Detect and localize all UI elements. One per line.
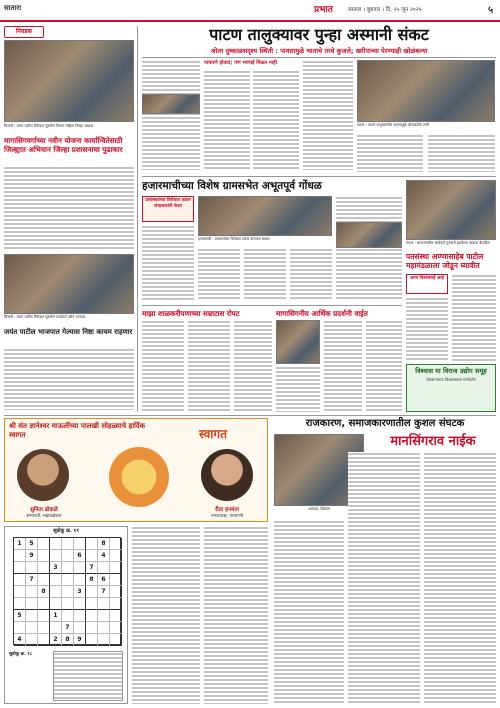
- sudoku-cell: [50, 550, 62, 562]
- sudoku-cell: [26, 586, 38, 598]
- sudoku-cell: [38, 622, 50, 634]
- mid-rule: [142, 305, 402, 306]
- sudoku-cell: [86, 634, 98, 646]
- right-mid-box: [406, 274, 448, 294]
- sudoku-cell: [38, 610, 50, 622]
- sudoku-cell: [86, 598, 98, 610]
- vishwas-ad-title: विश्वास या विराज उद्योग समूह: [415, 367, 487, 375]
- sudoku-cell: [86, 538, 98, 550]
- sudoku-cell: 3: [50, 562, 62, 574]
- politician-role: आमदार, शिराळा: [308, 507, 330, 511]
- top-col-1: [142, 60, 200, 170]
- left-section-tag: [4, 26, 44, 38]
- sudoku-cell: [110, 634, 122, 646]
- sudoku-cell: [98, 562, 110, 574]
- sudoku-cell: [14, 598, 26, 610]
- sudoku-cell: [86, 550, 98, 562]
- sudoku-cell: 7: [26, 574, 38, 586]
- sudoku-cell: [50, 586, 62, 598]
- person1-title: सभापती, महाबळेश्वर: [26, 514, 62, 519]
- center-col-head: पाचवणे होतात; पण भरपाई मिळत नाही: [204, 60, 277, 66]
- sudoku-cell: 7: [62, 622, 74, 634]
- sudoku-answer-grid: [53, 651, 123, 701]
- mid-low-col-3: [234, 320, 272, 412]
- hajarmachi-rule: [142, 176, 496, 177]
- sudoku-cell: [110, 538, 122, 550]
- sudoku-cell: [14, 550, 26, 562]
- mid-ad-head: मागासिगनीय आर्थिक प्रदर्शनी वाईत: [276, 309, 368, 318]
- left-headline-2: जयंत पाटील भाजपात गेल्यास निष्ठा कायम राहणार: [4, 328, 133, 336]
- right-mid-photo: [406, 180, 496, 240]
- sudoku-cell: [38, 562, 50, 574]
- person2-photo: [201, 449, 253, 501]
- sudoku-cell: [86, 586, 98, 598]
- sudoku-cell: [26, 634, 38, 646]
- lower-col-5: [424, 452, 496, 704]
- sudoku-cell: [110, 562, 122, 574]
- sudoku-cell: 8: [86, 574, 98, 586]
- mid-ad-col-0: [276, 366, 320, 412]
- right-mid-col-1: [406, 297, 448, 361]
- sudoku-cell: [38, 550, 50, 562]
- left-headline: मागासिगवर्गाच्या नवीन योजना कार्यान्वितेसाठी जिल्ह्यात अभियान जिल्हा प्रशासनाचा पुढाकार: [4, 136, 123, 154]
- hajarmachi-head: हजारमाचीच्या विशेष ग्रामसभेत अभूतपूर्व गोंधळ: [142, 180, 322, 192]
- person1-name: सुनिता ढोकळे: [30, 507, 58, 513]
- sudoku-cell: [74, 622, 86, 634]
- left-body-2: [4, 348, 134, 410]
- saint-illustration: [109, 447, 169, 507]
- sudoku-cell: [50, 598, 62, 610]
- sudoku-cell: [26, 562, 38, 574]
- hajarmachi-col-1: [142, 225, 194, 301]
- person2-title: नगराध्यक्ष, पाचगणी: [211, 514, 243, 519]
- sudoku-cell: 1: [14, 538, 26, 550]
- sudoku-cell: 9: [74, 634, 86, 646]
- masthead: [0, 0, 500, 22]
- bottom-left-head: माझा शाळकरीपणाच्या सम्राटास रोपट: [142, 309, 240, 318]
- left-photo-caption: चिंचणी : जयंत पाटील विरोधात घुसलेले विभाग महिला जिल्हा अध्यक्ष: [4, 124, 93, 128]
- sudoku-cell: [110, 622, 122, 634]
- top-col-6: [428, 134, 495, 172]
- hajarmachi-box-text: प्रशासकांच्या विरोधात तक्रार संचालकांनी केला: [145, 198, 191, 209]
- right-mid-col-2: [452, 274, 496, 361]
- sudoku-cell: 3: [74, 586, 86, 598]
- hajarmachi-col-4: [290, 248, 332, 301]
- sudoku-cell: 5: [26, 538, 38, 550]
- sudoku-cell: [62, 610, 74, 622]
- bottom-main-head: राजकारण, समाजकारणातील कुशल संघटक: [305, 418, 465, 429]
- top-right-photo: [357, 60, 495, 122]
- sudoku-cell: [50, 538, 62, 550]
- mid-low-col-1: [142, 320, 184, 412]
- sudoku-cell: [62, 574, 74, 586]
- sudoku-cell: [110, 586, 122, 598]
- sudoku-cell: [38, 634, 50, 646]
- sudoku-cell: 9: [26, 550, 38, 562]
- right-mid-box-text: आज विश्वासार्ह आहे: [410, 276, 444, 281]
- sudoku-cell: [62, 538, 74, 550]
- masthead-date: सातारा । बुधवार । दि. २५ जून २०२५: [348, 7, 422, 13]
- right-mid-caption: पाटण : सातारामधील कार्यकर्ते गुरुवारी झालेल्या आढावा बैठकीस: [406, 241, 490, 245]
- sudoku-cell: 7: [98, 586, 110, 598]
- bottom-name-head: मानसिंगराव नाईक: [390, 434, 476, 449]
- vishwas-ad: [406, 364, 496, 412]
- sudoku-cell: [62, 598, 74, 610]
- wishes-banner: स्वागत: [198, 427, 228, 441]
- sudoku-cell: [14, 622, 26, 634]
- hajarmachi-col-2: [198, 248, 240, 301]
- top-col-1-photo: [142, 94, 200, 114]
- masthead-paper: प्रभात: [314, 5, 333, 15]
- lower-col-1: [132, 526, 200, 704]
- lower-col-2: [204, 526, 268, 704]
- wishes-ad: [4, 418, 268, 522]
- sudoku-cell: [74, 610, 86, 622]
- subhead-rule: [142, 57, 496, 58]
- sudoku-cell: [74, 538, 86, 550]
- sudoku-cell: 8: [98, 538, 110, 550]
- top-col-4: [303, 60, 353, 170]
- sudoku-cell: [14, 586, 26, 598]
- sudoku-cell: [86, 622, 98, 634]
- sudoku-cell: [50, 574, 62, 586]
- sudoku-cell: [38, 538, 50, 550]
- mid-ad-col-2: [366, 320, 402, 412]
- top-subhead: ओला दुष्काळसदृश्य स्थिती : पावसामुळे भाताचे तरवे कुजले; खरीपाच्या पेरण्याही खोळंबल्या: [210, 47, 428, 55]
- sudoku-cell: [98, 634, 110, 646]
- lower-col-3: [274, 520, 344, 704]
- sudoku-cell: 1: [50, 610, 62, 622]
- sudoku-cell: [26, 610, 38, 622]
- top-col-2: [204, 70, 250, 170]
- mid-low-col-2: [188, 320, 230, 412]
- lower-col-4: [348, 452, 420, 704]
- mid-ad-photo: [276, 320, 320, 364]
- sudoku-cell: 2: [50, 634, 62, 646]
- sudoku-cell: [14, 574, 26, 586]
- sudoku-cell: [74, 574, 86, 586]
- sudoku-cell: [26, 622, 38, 634]
- sudoku-cell: 8: [38, 586, 50, 598]
- right-photo-caption: पाटण : पाटण तालुक्यातील पावसामुळे कोसळलेले पाणी: [357, 123, 430, 127]
- person1-photo: [17, 449, 69, 501]
- left-photo-2: [4, 254, 134, 314]
- sudoku-cell: 4: [14, 634, 26, 646]
- left-top-photo: [4, 40, 134, 122]
- sudoku-cell: 5: [14, 610, 26, 622]
- vishwas-ad-caption: शेतकऱ्यांच्या विश्वासाच्या मार्गदर्शन: [426, 377, 476, 382]
- sudoku-cell: [26, 598, 38, 610]
- sudoku-cell: [110, 550, 122, 562]
- sudoku-cell: 6: [74, 550, 86, 562]
- top-col-3: [253, 70, 299, 170]
- sudoku-grid: [13, 537, 121, 645]
- sudoku-cell: 6: [98, 574, 110, 586]
- hajarmachi-photo: [198, 196, 332, 236]
- sudoku-cell: [14, 562, 26, 574]
- sudoku-cell: [62, 562, 74, 574]
- sudoku-cell: [38, 598, 50, 610]
- right-mid-head: पतसंस्था अण्णासाहेब पाटील महामंडळाला जोडून घ्यावीत: [406, 252, 484, 270]
- sudoku-cell: [98, 598, 110, 610]
- person2-name: रीता हनमंता: [215, 507, 239, 513]
- sudoku-cell: [98, 622, 110, 634]
- sudoku-cell: [110, 610, 122, 622]
- sudoku-title: सुडोकू क्र. १९: [53, 528, 79, 534]
- sudoku-cell: [110, 574, 122, 586]
- masthead-page: ५: [488, 5, 494, 16]
- left-column-rule: [137, 26, 138, 412]
- sudoku-cell: [38, 574, 50, 586]
- masthead-left: सातारा: [4, 4, 22, 12]
- wishes-ad-head: श्री संत ज्ञानेश्वर माऊलींच्या पालखी सोहळ्याचे हार्दिक स्वागत: [9, 422, 145, 439]
- sudoku-answer-title: सुडोकू क्र. १८: [9, 652, 33, 657]
- sudoku-cell: [86, 610, 98, 622]
- hajarmachi-inset-photo: [336, 222, 402, 248]
- top-col-5: [357, 134, 423, 172]
- wishes-top-rule: [4, 415, 496, 416]
- top-headline: पाटण तालुक्यावर पुन्हा अस्मानी संकट: [209, 25, 429, 44]
- sudoku-cell: 4: [98, 550, 110, 562]
- sudoku-cell: [74, 562, 86, 574]
- sudoku-cell: [98, 610, 110, 622]
- sudoku-cell: [62, 550, 74, 562]
- sudoku-cell: [50, 622, 62, 634]
- hajarmachi-col-3: [244, 248, 286, 301]
- hajarmachi-col-5: [336, 196, 402, 300]
- left-section-label: निवडक: [15, 28, 33, 35]
- sudoku-cell: [74, 598, 86, 610]
- sudoku-cell: [62, 586, 74, 598]
- sudoku-cell: 7: [86, 562, 98, 574]
- hajarmachi-box: [142, 196, 194, 222]
- left-body-1: [4, 166, 134, 250]
- sudoku-cell: 8: [62, 634, 74, 646]
- mid-ad-col-1: [324, 320, 362, 412]
- hajarmachi-caption: हजारमाची : ग्रामसभेच्या विरोधात तक्रार करताना सदस्य: [198, 237, 270, 241]
- left-photo2-caption: चिंचणी : जयंत पाटील विरोधात घुसलेले कार्यकर्ते तसेच मान्यवर: [4, 315, 86, 319]
- sudoku-cell: [110, 598, 122, 610]
- sudoku-panel: [4, 526, 128, 704]
